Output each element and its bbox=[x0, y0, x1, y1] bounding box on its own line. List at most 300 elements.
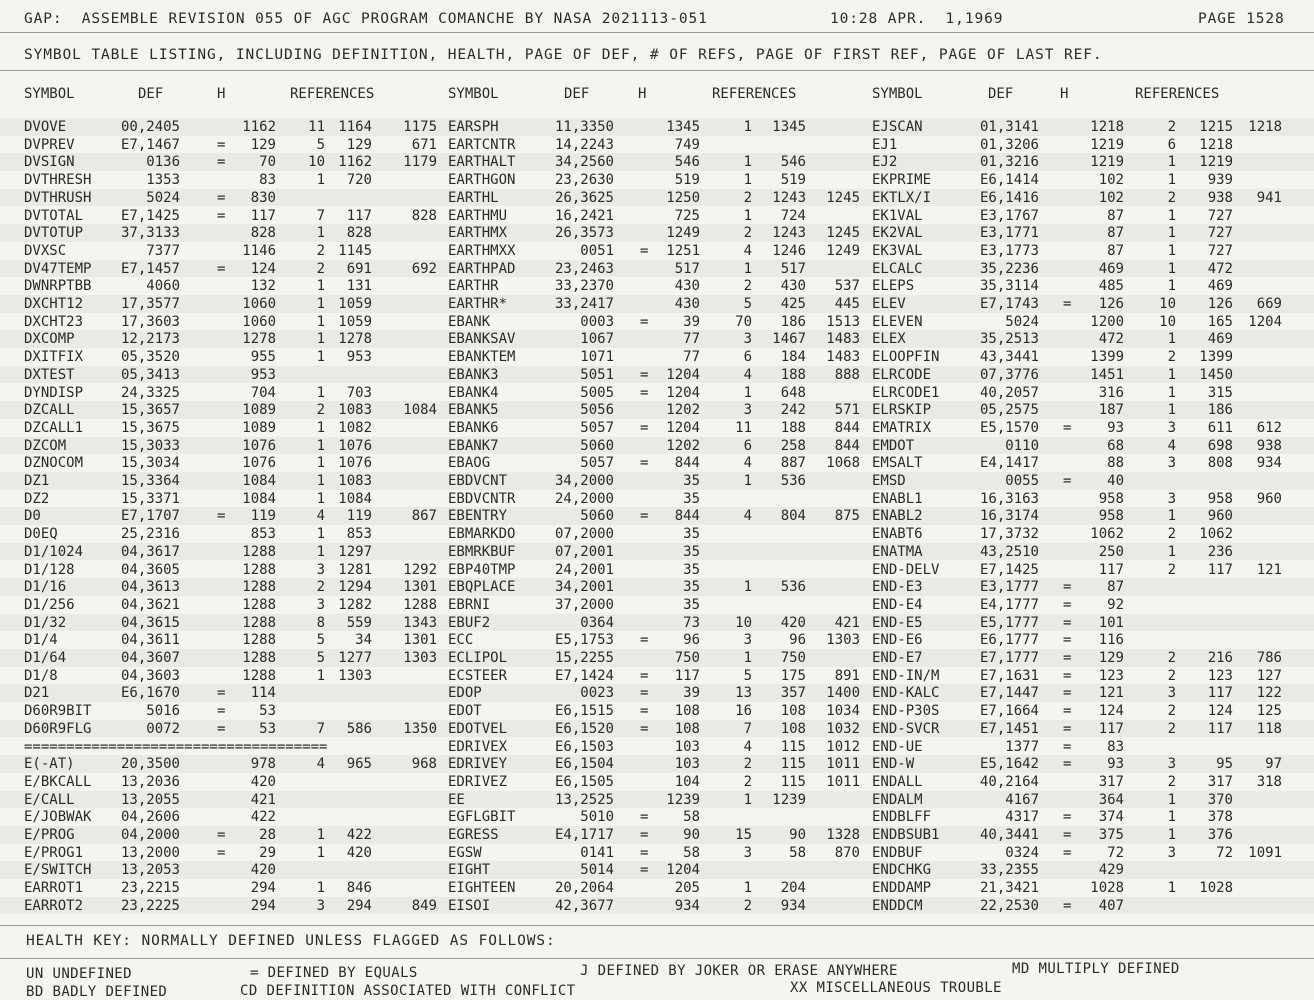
def-address: 40,2164 bbox=[979, 773, 1039, 790]
ref-count: 10 bbox=[1159, 313, 1176, 330]
table-row bbox=[0, 845, 1314, 862]
page-of-def: 1062 bbox=[1090, 526, 1124, 543]
symbol-name: DVTHRUSH bbox=[24, 189, 92, 206]
last-ref-page: 888 bbox=[834, 366, 860, 383]
symbol-name: DVTOTAL bbox=[24, 207, 84, 224]
page-of-def: 955 bbox=[250, 349, 276, 366]
last-ref-page: 1068 bbox=[826, 455, 860, 472]
ref-count: 1 bbox=[316, 278, 325, 295]
page-of-def: 92 bbox=[1107, 596, 1124, 613]
ref-count: 4 bbox=[316, 508, 325, 525]
symbol-name: EGSW bbox=[448, 844, 482, 861]
page-of-def: 126 bbox=[1098, 296, 1124, 312]
first-ref-page: 1082 bbox=[338, 419, 372, 436]
table-row bbox=[0, 190, 1314, 207]
ref-count: 2 bbox=[1167, 650, 1176, 666]
def-address: E7,1631 bbox=[979, 667, 1039, 684]
table-row bbox=[0, 420, 1314, 437]
last-ref-page: 1245 bbox=[826, 225, 860, 242]
first-ref-page: 1145 bbox=[338, 242, 372, 259]
table-row bbox=[0, 314, 1314, 331]
def-address: 5005 bbox=[580, 384, 614, 401]
first-ref-page: 804 bbox=[780, 508, 806, 525]
col-header-references: REFERENCES bbox=[1135, 86, 1220, 102]
page-of-def: 250 bbox=[1098, 543, 1124, 560]
last-ref-page: 671 bbox=[411, 136, 437, 153]
table-row bbox=[0, 473, 1314, 490]
page-of-def: 117 bbox=[1098, 720, 1124, 737]
health-flag: = bbox=[640, 632, 649, 649]
def-address: 0324 bbox=[1005, 844, 1039, 861]
first-ref-page: 720 bbox=[346, 172, 372, 189]
symbol-name: DVTOTUP bbox=[24, 225, 84, 242]
health-flag: = bbox=[640, 313, 649, 330]
page-of-def: 519 bbox=[674, 172, 700, 189]
ref-count: 2 bbox=[1167, 667, 1176, 684]
page-of-def: 1204 bbox=[666, 862, 700, 879]
health-flag: = bbox=[640, 419, 649, 436]
health-flag: = bbox=[640, 455, 649, 472]
page-of-def: 1250 bbox=[666, 189, 700, 206]
page-of-def: 87 bbox=[1107, 207, 1124, 224]
first-ref-page: 1076 bbox=[338, 437, 372, 454]
header-timestamp: 10:28 APR. 1,1969 bbox=[830, 11, 1004, 27]
table-row bbox=[0, 154, 1314, 171]
header-title: GAP: ASSEMBLE REVISION 055 OF AGC PROGRAM COMANCHE BY NASA 2021113-051 bbox=[24, 11, 708, 27]
page-of-def: 1219 bbox=[1090, 136, 1124, 153]
health-flag: = bbox=[640, 242, 649, 259]
symbol-name: ENATMA bbox=[872, 543, 923, 560]
page-of-def: 1288 bbox=[242, 543, 276, 560]
ref-count: 1 bbox=[743, 384, 752, 401]
health-flag: = bbox=[1063, 579, 1072, 596]
first-ref-page: 422 bbox=[346, 827, 372, 843]
symbol-name: DZ1 bbox=[24, 473, 50, 489]
ref-count: 1 bbox=[316, 437, 325, 454]
last-ref-page: 1218 bbox=[1248, 119, 1282, 135]
symbol-name: DXTEST bbox=[24, 366, 75, 383]
def-address: 43,3441 bbox=[979, 349, 1039, 366]
def-address: 00,2405 bbox=[120, 119, 180, 135]
first-ref-page: 469 bbox=[1207, 331, 1233, 348]
table-row bbox=[0, 774, 1314, 791]
page-of-def: 725 bbox=[674, 207, 700, 224]
first-ref-page: 1218 bbox=[1199, 136, 1233, 153]
page-of-def: 844 bbox=[674, 508, 700, 525]
symbol-name: END-E5 bbox=[872, 614, 923, 631]
health-flag: = bbox=[1063, 738, 1072, 755]
first-ref-page: 186 bbox=[780, 313, 806, 330]
def-address: 04,3605 bbox=[120, 561, 180, 578]
symbol-name: EDOT bbox=[448, 703, 482, 720]
ref-count: 1 bbox=[316, 543, 325, 560]
def-address: E6,1520 bbox=[554, 720, 614, 737]
def-address: E7,1664 bbox=[979, 703, 1039, 720]
last-ref-page: 421 bbox=[834, 614, 860, 631]
health-flag: = bbox=[1063, 827, 1072, 843]
def-address: 04,2000 bbox=[120, 827, 180, 843]
last-ref-page: 875 bbox=[834, 508, 860, 525]
first-ref-page: 175 bbox=[780, 667, 806, 684]
def-address: 15,3034 bbox=[120, 455, 180, 472]
ref-count: 2 bbox=[316, 402, 325, 419]
ref-count: 1 bbox=[1167, 384, 1176, 401]
ref-count: 11 bbox=[735, 419, 752, 436]
symbol-name: EDRIVEX bbox=[448, 738, 508, 755]
first-ref-page: 204 bbox=[780, 880, 806, 897]
first-ref-page: 1162 bbox=[338, 154, 372, 171]
last-ref-page: 1350 bbox=[403, 720, 437, 737]
health-flag: = bbox=[217, 207, 226, 224]
col-header-health: H bbox=[638, 86, 647, 102]
col-header-references: REFERENCES bbox=[290, 86, 375, 102]
ref-count: 2 bbox=[1167, 526, 1176, 543]
symbol-name: ELEV bbox=[872, 296, 906, 312]
first-ref-page: 95 bbox=[1216, 756, 1233, 773]
ref-count: 2 bbox=[743, 225, 752, 242]
page-of-def: 749 bbox=[674, 136, 700, 153]
page-of-def: 1162 bbox=[242, 119, 276, 135]
def-address: E6,1777 bbox=[979, 632, 1039, 649]
last-ref-page: 1288 bbox=[403, 596, 437, 613]
ref-count: 1 bbox=[316, 455, 325, 472]
page-of-def: 96 bbox=[683, 632, 700, 649]
health-flag: = bbox=[1063, 685, 1072, 702]
def-address: E5,1753 bbox=[554, 632, 614, 649]
first-ref-page: 124 bbox=[1207, 703, 1233, 720]
page-of-def: 1345 bbox=[666, 119, 700, 135]
def-address: E6,1414 bbox=[979, 172, 1039, 189]
health-key-item: = DEFINED BY EQUALS bbox=[250, 965, 418, 981]
ref-count: 1 bbox=[316, 490, 325, 507]
def-address: 04,3615 bbox=[120, 614, 180, 631]
first-ref-page: 953 bbox=[346, 349, 372, 366]
symbol-name: ELCALC bbox=[872, 260, 923, 277]
table-row bbox=[0, 385, 1314, 402]
symbol-name: ENDDAMP bbox=[872, 880, 932, 897]
ref-count: 2 bbox=[1167, 720, 1176, 737]
def-address: 5010 bbox=[580, 809, 614, 826]
def-address: 40,3441 bbox=[979, 827, 1039, 843]
first-ref-page: 1028 bbox=[1199, 880, 1233, 897]
def-address: 0364 bbox=[580, 614, 614, 631]
last-ref-page: 1011 bbox=[826, 756, 860, 773]
table-row bbox=[0, 526, 1314, 543]
page-of-def: 1399 bbox=[1090, 349, 1124, 366]
def-address: 5016 bbox=[146, 703, 180, 720]
table-row bbox=[0, 331, 1314, 348]
first-ref-page: 216 bbox=[1207, 650, 1233, 666]
ref-count: 1 bbox=[743, 880, 752, 897]
def-address: 5060 bbox=[580, 508, 614, 525]
symbol-name: EGRESS bbox=[448, 827, 499, 843]
first-ref-page: 117 bbox=[346, 207, 372, 224]
page-of-def: 39 bbox=[683, 685, 700, 702]
last-ref-page: 1175 bbox=[403, 119, 437, 135]
symbol-name: EBMARKDO bbox=[448, 526, 516, 543]
ref-count: 16 bbox=[735, 703, 752, 720]
first-ref-page: 1246 bbox=[772, 242, 806, 259]
def-address: 04,3621 bbox=[120, 596, 180, 613]
def-address: 7377 bbox=[146, 242, 180, 259]
def-address: 07,2000 bbox=[554, 526, 614, 543]
ref-count: 3 bbox=[743, 844, 752, 861]
health-flag: = bbox=[640, 844, 649, 861]
def-address: 34,2001 bbox=[554, 579, 614, 596]
page-of-def: 934 bbox=[674, 897, 700, 914]
first-ref-page: 108 bbox=[780, 720, 806, 737]
ref-count: 1 bbox=[316, 349, 325, 366]
page-of-def: 422 bbox=[250, 809, 276, 826]
def-address: E6,1505 bbox=[554, 773, 614, 790]
page-of-def: 39 bbox=[683, 313, 700, 330]
health-flag: = bbox=[1063, 473, 1072, 489]
def-address: 0003 bbox=[580, 313, 614, 330]
def-address: E5,1777 bbox=[979, 614, 1039, 631]
def-address: E4,1777 bbox=[979, 596, 1039, 613]
health-key-item: J DEFINED BY JOKER OR ERASE ANYWHERE bbox=[580, 963, 898, 979]
page-of-def: 1288 bbox=[242, 561, 276, 578]
page-of-def: 420 bbox=[250, 862, 276, 879]
def-address: E7,1777 bbox=[979, 650, 1039, 666]
ref-count: 2 bbox=[743, 756, 752, 773]
page-of-def: 1288 bbox=[242, 632, 276, 649]
ref-count: 2 bbox=[316, 242, 325, 259]
symbol-name: DZCALL bbox=[24, 402, 75, 419]
last-ref-page: 97 bbox=[1265, 756, 1282, 773]
def-address: 01,3216 bbox=[979, 154, 1039, 171]
health-flag: = bbox=[640, 508, 649, 525]
first-ref-page: 96 bbox=[789, 632, 806, 649]
page-of-def: 58 bbox=[683, 844, 700, 861]
ref-count: 1 bbox=[1167, 402, 1176, 419]
ref-count: 1 bbox=[743, 172, 752, 189]
ref-count: 3 bbox=[1167, 419, 1176, 436]
health-flag: = bbox=[217, 844, 226, 861]
health-flag: = bbox=[217, 703, 226, 720]
first-ref-page: 887 bbox=[780, 455, 806, 472]
def-address: 15,3033 bbox=[120, 437, 180, 454]
first-ref-page: 727 bbox=[1207, 207, 1233, 224]
ref-count: 3 bbox=[1167, 844, 1176, 861]
def-address: 05,3520 bbox=[120, 349, 180, 366]
last-ref-page: 828 bbox=[411, 207, 437, 224]
page-of-def: 108 bbox=[674, 703, 700, 720]
ref-count: 2 bbox=[1167, 349, 1176, 366]
def-address: E7,1707 bbox=[120, 508, 180, 525]
page-of-def: 117 bbox=[250, 207, 276, 224]
def-address: 33,2370 bbox=[554, 278, 614, 295]
page-of-def: 1089 bbox=[242, 402, 276, 419]
def-address: 15,2255 bbox=[554, 650, 614, 666]
def-address: 26,3573 bbox=[554, 225, 614, 242]
def-address: E6,1515 bbox=[554, 703, 614, 720]
ref-count: 2 bbox=[1167, 189, 1176, 206]
health-flag: = bbox=[217, 260, 226, 277]
def-address: E4,1717 bbox=[554, 827, 614, 843]
page-of-def: 35 bbox=[683, 596, 700, 613]
page-of-def: 1288 bbox=[242, 650, 276, 666]
symbol-name: D60R9BIT bbox=[24, 703, 92, 720]
col-header-symbol: SYMBOL bbox=[448, 86, 499, 102]
symbol-name: EARTHMX bbox=[448, 225, 508, 242]
ref-count: 1 bbox=[743, 473, 752, 489]
def-address: 40,2057 bbox=[979, 384, 1039, 401]
last-ref-page: 844 bbox=[834, 437, 860, 454]
first-ref-page: 188 bbox=[780, 366, 806, 383]
health-flag: = bbox=[217, 827, 226, 843]
first-ref-page: 703 bbox=[346, 384, 372, 401]
symbol-name: ELOOPFIN bbox=[872, 349, 940, 366]
def-address: 07,2001 bbox=[554, 543, 614, 560]
table-row bbox=[0, 650, 1314, 667]
health-flag: = bbox=[1063, 809, 1072, 826]
def-address: 24,3325 bbox=[120, 384, 180, 401]
def-address: 01,3206 bbox=[979, 136, 1039, 153]
ref-count: 2 bbox=[743, 278, 752, 295]
symbol-name: D60R9FLG bbox=[24, 720, 92, 737]
last-ref-page: 571 bbox=[834, 402, 860, 419]
ref-count: 1 bbox=[1167, 207, 1176, 224]
page-of-def: 1249 bbox=[666, 225, 700, 242]
health-flag: = bbox=[1063, 720, 1072, 737]
ref-count: 2 bbox=[1167, 773, 1176, 790]
ref-count: 1 bbox=[1167, 880, 1176, 897]
def-address: 5057 bbox=[580, 455, 614, 472]
first-ref-page: 586 bbox=[346, 720, 372, 737]
symbol-name: EK1VAL bbox=[872, 207, 923, 224]
def-address: 05,3413 bbox=[120, 366, 180, 383]
symbol-name: EARTHMU bbox=[448, 207, 508, 224]
ref-count: 8 bbox=[316, 614, 325, 631]
last-ref-page: 941 bbox=[1256, 189, 1282, 206]
page-of-def: 1251 bbox=[666, 242, 700, 259]
def-address: E3,1767 bbox=[979, 207, 1039, 224]
ref-count: 3 bbox=[316, 561, 325, 578]
table-row bbox=[0, 809, 1314, 826]
symbol-name: EBENTRY bbox=[448, 508, 508, 525]
symbol-name: ENDALM bbox=[872, 791, 923, 808]
last-ref-page: 121 bbox=[1256, 561, 1282, 578]
last-ref-page: 118 bbox=[1256, 720, 1282, 737]
first-ref-page: 727 bbox=[1207, 225, 1233, 242]
last-ref-page: 1011 bbox=[826, 773, 860, 790]
divider bbox=[0, 958, 1314, 959]
last-ref-page: 537 bbox=[834, 278, 860, 295]
first-ref-page: 1084 bbox=[338, 490, 372, 507]
page-of-def: 469 bbox=[1098, 260, 1124, 277]
ref-count: 1 bbox=[316, 880, 325, 897]
ref-count: 1 bbox=[743, 207, 752, 224]
ref-count: 1 bbox=[1167, 543, 1176, 560]
ref-count: 2 bbox=[743, 897, 752, 914]
ref-count: 3 bbox=[743, 402, 752, 419]
health-flag: = bbox=[640, 720, 649, 737]
symbol-name: ENDBLFF bbox=[872, 809, 932, 826]
def-address: 23,2630 bbox=[554, 172, 614, 189]
def-address: 20,3500 bbox=[120, 756, 180, 773]
last-ref-page: 870 bbox=[834, 844, 860, 861]
symbol-name: ENABT6 bbox=[872, 526, 923, 543]
page-of-def: 103 bbox=[674, 738, 700, 755]
page-of-def: 132 bbox=[250, 278, 276, 295]
page-of-def: 430 bbox=[674, 278, 700, 295]
last-ref-page: 844 bbox=[834, 419, 860, 436]
symbol-name: DVSIGN bbox=[24, 154, 75, 171]
page-of-def: 102 bbox=[1098, 189, 1124, 206]
symbol-name: ==================================== bbox=[24, 738, 328, 755]
symbol-name: D1/4 bbox=[24, 632, 58, 649]
page-of-def: 68 bbox=[1107, 437, 1124, 454]
def-address: 05,2575 bbox=[979, 402, 1039, 419]
last-ref-page: 867 bbox=[411, 508, 437, 525]
last-ref-page: 1483 bbox=[826, 349, 860, 366]
symbol-name: EBANK4 bbox=[448, 384, 499, 401]
symbol-name: EBANK3 bbox=[448, 366, 499, 383]
symbol-name: EBMRKBUF bbox=[448, 543, 516, 560]
health-flag: = bbox=[640, 384, 649, 401]
first-ref-page: 1083 bbox=[338, 402, 372, 419]
def-address: 13,2055 bbox=[120, 791, 180, 808]
def-address: E6,1504 bbox=[554, 756, 614, 773]
ref-count: 7 bbox=[316, 720, 325, 737]
symbol-name: D1/32 bbox=[24, 614, 67, 631]
page-of-def: 53 bbox=[259, 720, 276, 737]
last-ref-page: 1091 bbox=[1248, 844, 1282, 861]
page-of-def: 1451 bbox=[1090, 366, 1124, 383]
page-of-def: 472 bbox=[1098, 331, 1124, 348]
first-ref-page: 611 bbox=[1207, 419, 1233, 436]
table-row bbox=[0, 367, 1314, 384]
ref-count: 2 bbox=[1167, 119, 1176, 135]
last-ref-page: 934 bbox=[1256, 455, 1282, 472]
def-address: 13,2053 bbox=[120, 862, 180, 879]
first-ref-page: 519 bbox=[780, 172, 806, 189]
symbol-name: E/JOBWAK bbox=[24, 809, 92, 826]
page-of-def: 77 bbox=[683, 331, 700, 348]
symbol-name: DXITFIX bbox=[24, 349, 84, 366]
page-of-def: 87 bbox=[1107, 242, 1124, 259]
symbol-name: D0 bbox=[24, 508, 41, 525]
page-of-def: 187 bbox=[1098, 402, 1124, 419]
ref-count: 10 bbox=[1159, 296, 1176, 312]
health-flag: = bbox=[640, 809, 649, 826]
def-address: 13,2000 bbox=[120, 844, 180, 861]
def-address: E4,1417 bbox=[979, 455, 1039, 472]
page-of-def: 1084 bbox=[242, 490, 276, 507]
last-ref-page: 1032 bbox=[826, 720, 860, 737]
page-of-def: 978 bbox=[250, 756, 276, 773]
page-of-def: 116 bbox=[1098, 632, 1124, 649]
ref-count: 1 bbox=[316, 667, 325, 684]
page-of-def: 1076 bbox=[242, 437, 276, 454]
last-ref-page: 318 bbox=[1256, 773, 1282, 790]
health-flag: = bbox=[1063, 650, 1072, 666]
page-of-def: 1239 bbox=[666, 791, 700, 808]
def-address: 21,3421 bbox=[979, 880, 1039, 897]
def-address: 0051 bbox=[580, 242, 614, 259]
last-ref-page: 1245 bbox=[826, 189, 860, 206]
page-of-def: 121 bbox=[1098, 685, 1124, 702]
def-address: 16,3174 bbox=[979, 508, 1039, 525]
first-ref-page: 1345 bbox=[772, 119, 806, 135]
symbol-name: D1/1024 bbox=[24, 543, 84, 560]
col-header-def: DEF bbox=[988, 86, 1014, 102]
page-of-def: 87 bbox=[1107, 225, 1124, 242]
ref-count: 1 bbox=[316, 331, 325, 348]
first-ref-page: 294 bbox=[346, 897, 372, 914]
symbol-name: DVXSC bbox=[24, 242, 67, 259]
